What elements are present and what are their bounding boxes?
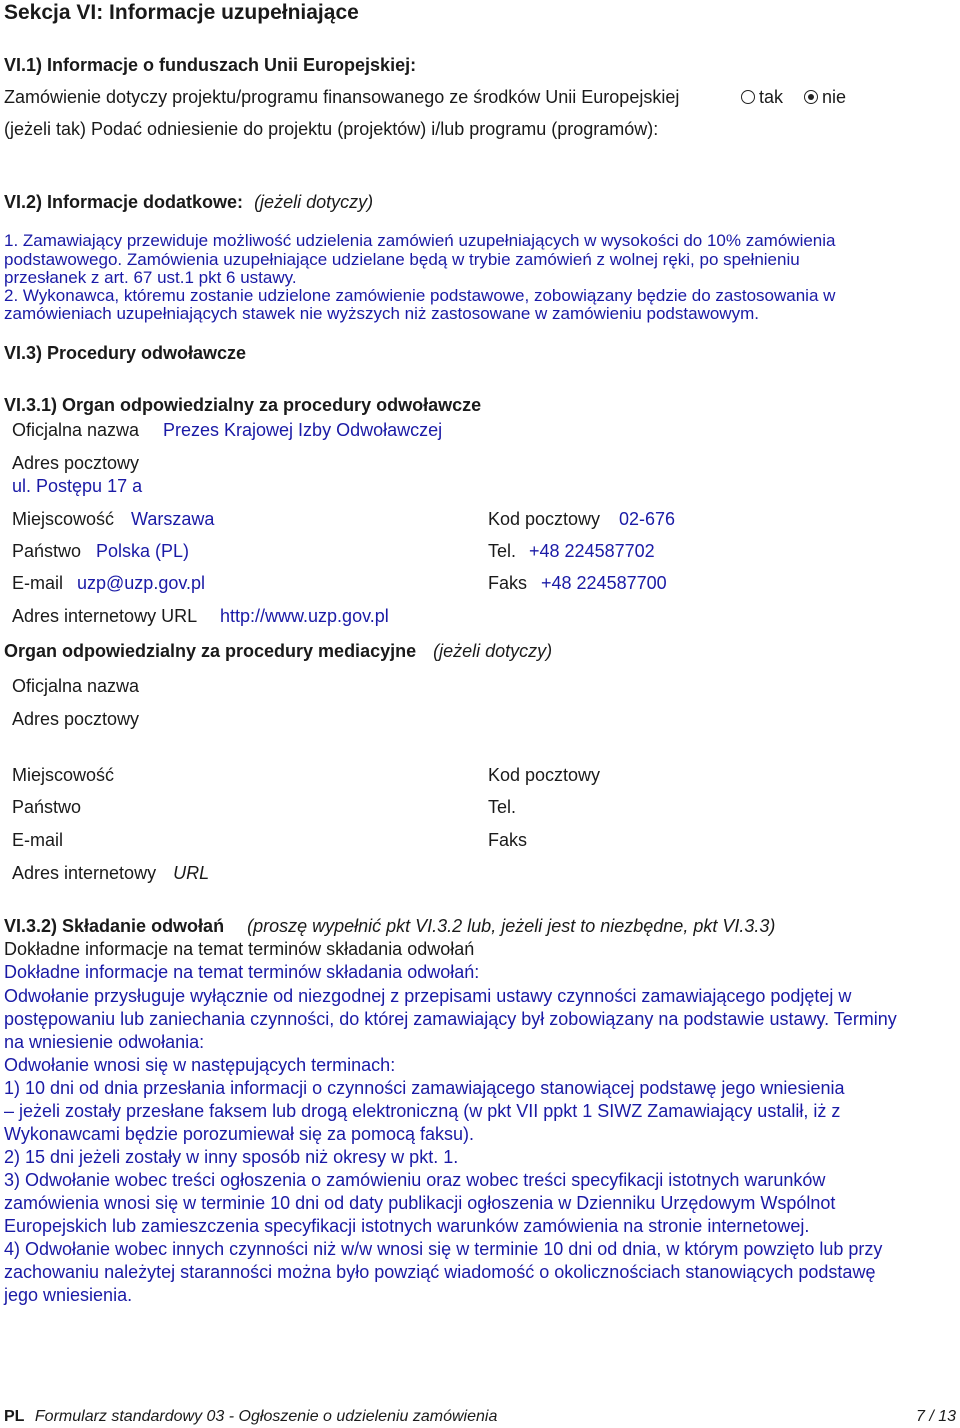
appeal-body-postcode-label: Kod pocztowy (488, 509, 601, 529)
mediation-email-label: E-mail (12, 830, 64, 850)
appeal-body-tel-value: +48 224587702 (529, 541, 655, 561)
mediation-url-suffix: URL (173, 863, 210, 883)
radio-nie-selected-icon[interactable] (804, 90, 818, 104)
appeal-body-city-label: Miejscowość (12, 509, 115, 529)
appeal-body-name-label: Oficjalna nazwa (12, 420, 140, 440)
footer-form-title: Formularz standardowy 03 - Ogłoszenie o udzieleniu zamówienia (34, 1408, 498, 1425)
appeal-body-postcode-value: 02-676 (619, 509, 676, 529)
lodging-line: postępowaniu lub zaniechania czynności, do której zamawiający był zobowiązany na podstawie ustawy. Terminy (4, 1009, 897, 1029)
lodging-line: zachowaniu należytej staranności można było powziąć wiadomość o okolicznościach stanowiących podstawę (4, 1262, 876, 1282)
option-nie-label: nie (822, 87, 847, 107)
lodging-line: Dokładne informacje na temat terminów składania odwołań: (4, 962, 480, 982)
mediation-heading: Organ odpowiedzialny za procedury mediacyjne (4, 641, 417, 661)
eu-funds-option-nie[interactable] (804, 87, 846, 108)
mediation-tel-label: Tel. (488, 797, 517, 817)
appeal-procedures-heading: VI.3) Procedury odwoławcze (4, 343, 247, 363)
additional-info-line: 2. Wykonawca, któremu zostanie udzielone zamówienie podstawowe, zobowiązany będzie do zastosowania w (4, 286, 836, 305)
additional-info-heading: VI.2) Informacje dodatkowe: (4, 192, 244, 212)
appeal-body-address-label: Adres pocztowy (12, 453, 140, 473)
appeal-body-email-value[interactable]: uzp@uzp.gov.pl (77, 573, 206, 593)
additional-info-note: (jeżeli dotyczy) (254, 192, 374, 212)
mediation-fax-label: Faks (488, 830, 528, 850)
lodging-line: Odwołanie wnosi się w następujących terminach: (4, 1055, 396, 1075)
appeal-body-address-value: ul. Postępu 17 a (12, 476, 143, 496)
lodging-line: – jeżeli zostały przesłane faksem lub drogą elektroniczną (w pkt VII ppkt 1 SIWZ Zamawiający ustalił, iż z (4, 1101, 841, 1121)
appeal-body-email-label: E-mail (12, 573, 64, 593)
lodging-note: (proszę wypełnić pkt VI.3.2 lub, jeżeli jest to niezbędne, pkt VI.3.3) (247, 916, 776, 936)
mediation-url-label: Adres internetowy (12, 863, 157, 883)
mediation-note: (jeżeli dotyczy) (433, 641, 553, 661)
eu-funds-heading: VI.1) Informacje o funduszach Unii Europejskiej: (4, 55, 417, 75)
lodging-line: jego wniesienia. (4, 1285, 133, 1305)
mediation-city-label: Miejscowość (12, 765, 115, 785)
mediation-address-label: Adres pocztowy (12, 709, 140, 729)
additional-info-line: podstawowego. Zamówienia uzupełniające udzielane będą w trybie zamówień z wolnej ręki, po spełnieniu (4, 250, 800, 269)
appeal-body-country-value: Polska (PL) (96, 541, 190, 561)
lodging-intro: Dokładne informacje na temat terminów składania odwołań (4, 939, 475, 959)
lodging-line: 4) Odwołanie wobec innych czynności niż w/w wnosi się w terminie 10 dni od dnia, w którym powzięto lub przy (4, 1239, 883, 1259)
mediation-heading-row (4, 641, 552, 662)
appeal-body-name-value: Prezes Krajowej Izby Odwoławczej (163, 420, 443, 440)
lodging-line: zamówienia wnosi się w terminie 10 dni od daty publikacji ogłoszenia w Dzienniku Urzędowym Wspólnot (4, 1193, 836, 1213)
lodging-line: Odwołanie przysługuje wyłącznie od niezgodnej z przepisami ustawy czynności zamawiającego podjętej w (4, 986, 852, 1006)
additional-info-line: zamówieniach uzupełniających stawek nie wyższych niż zastosowane w zamówieniu podstawowym. (4, 304, 759, 323)
lodging-heading-row (4, 916, 775, 937)
additional-info-heading-row (4, 192, 373, 213)
additional-info-line: przesłanek z art. 67 ust.1 pkt 6 ustawy. (4, 268, 297, 287)
appeal-body-url-label: Adres internetowy URL (12, 606, 198, 626)
eu-funds-question: Zamówienie dotyczy projektu/programu finansowanego ze środków Unii Europejskiej (4, 87, 680, 107)
footer-lang: PL (4, 1408, 25, 1425)
radio-tak-icon[interactable] (741, 90, 755, 104)
appeal-body-url-value[interactable]: http://www.uzp.gov.pl (220, 606, 389, 626)
footer-page-number: 7 / 13 (915, 1408, 956, 1425)
section-title: Sekcja VI: Informacje uzupełniające (4, 1, 359, 24)
appeal-body-city-value: Warszawa (131, 509, 215, 529)
additional-info-line: 1. Zamawiający przewiduje możliwość udzielenia zamówień uzupełniających w wysokości do 10% zamówienia (4, 231, 836, 250)
appeal-body-fax-value: +48 224587700 (541, 573, 667, 593)
lodging-line: 1) 10 dni od dnia przesłania informacji o czynności zamawiającego stanowiącej podstawę jego wniesienia (4, 1078, 845, 1098)
lodging-line: Europejskich lub zamieszczenia specyfikacji istotnych warunków zamówienia na stronie internetowej. (4, 1216, 810, 1236)
lodging-heading: VI.3.2) Składanie odwołań (4, 916, 225, 936)
lodging-line: na wniesienie odwołania: (4, 1032, 205, 1052)
appeal-body-heading: VI.3.1) Organ odpowiedzialny za procedury odwoławcze (4, 395, 482, 415)
appeal-body-fax-label: Faks (488, 573, 528, 593)
mediation-postcode-label: Kod pocztowy (488, 765, 601, 785)
lodging-line: 2) 15 dni jeżeli zostały w inny sposób niż okresy w pkt. 1. (4, 1147, 459, 1167)
appeal-body-tel-label: Tel. (488, 541, 517, 561)
eu-funds-option-tak[interactable] (741, 87, 783, 108)
appeal-body-country-label: Państwo (12, 541, 82, 561)
mediation-name-label: Oficjalna nazwa (12, 676, 140, 696)
lodging-line: Wykonawcami będzie porozumiewał się za pomocą faksu). (4, 1124, 475, 1144)
mediation-url-label-row (12, 863, 209, 884)
eu-funds-reference-label: (jeżeli tak) Podać odniesienie do projektu (projektów) i/lub programu (programów): (4, 119, 659, 139)
mediation-country-label: Państwo (12, 797, 82, 817)
option-tak-label: tak (759, 87, 784, 107)
footer (4, 1408, 497, 1426)
lodging-line: 3) Odwołanie wobec treści ogłoszenia o zamówieniu oraz wobec treści specyfikacji istotnych warunków (4, 1170, 826, 1190)
